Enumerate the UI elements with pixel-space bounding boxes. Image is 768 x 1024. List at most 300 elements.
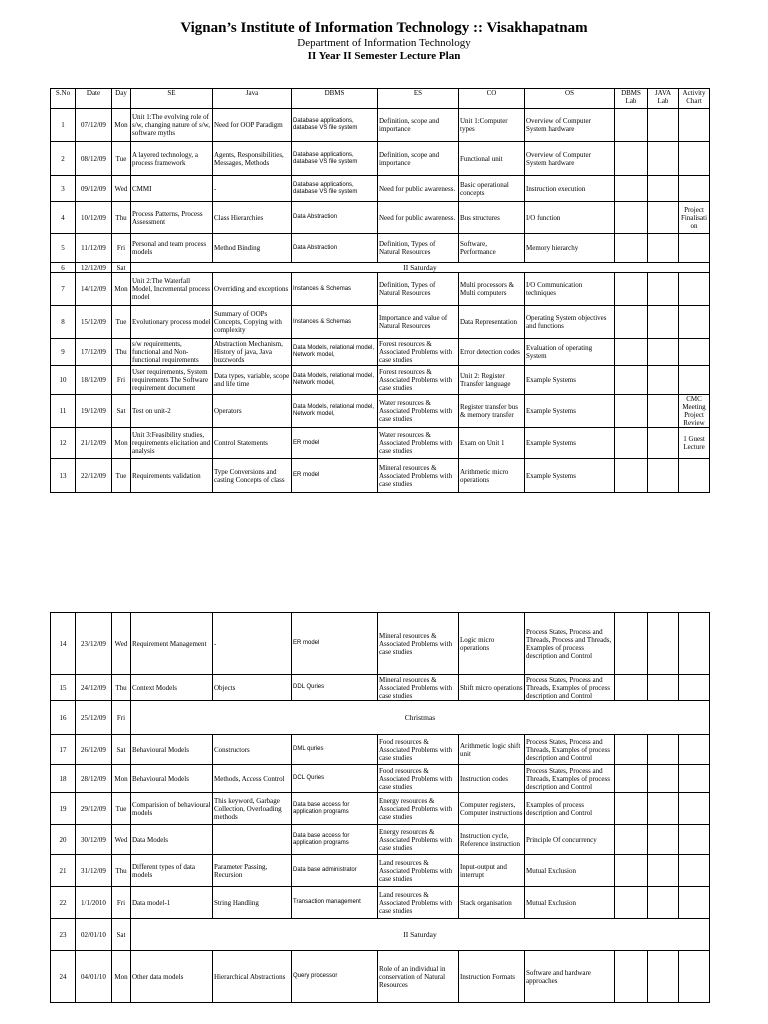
dbms-cell: Query processor bbox=[292, 951, 378, 1003]
dbms-lab-cell bbox=[615, 951, 648, 1003]
se-cell: s/w requirements, functional and Non-functional requirements bbox=[131, 339, 213, 366]
se-cell: Test on unit-2 bbox=[131, 395, 213, 428]
table-row bbox=[51, 306, 710, 339]
row-date: 18/12/09 bbox=[76, 366, 112, 395]
co-cell: Basic operational concepts bbox=[459, 176, 525, 202]
row-date: 28/12/09 bbox=[76, 765, 112, 793]
activity-cell bbox=[679, 855, 710, 887]
row-day: Thu bbox=[112, 855, 131, 887]
row-sno: 11 bbox=[51, 395, 76, 428]
se-cell: Data model-1 bbox=[131, 887, 213, 919]
es-cell: Definition, scope and importance bbox=[378, 142, 459, 176]
table-row bbox=[51, 176, 710, 202]
row-date: 12/12/09 bbox=[76, 263, 112, 273]
dbms-lab-cell bbox=[615, 825, 648, 855]
java-cell: Methods, Access Control bbox=[213, 765, 292, 793]
holiday-label: Christmas bbox=[131, 701, 710, 735]
se-cell: Unit 3:Feasibility studies, requirements elicitation and analysis bbox=[131, 428, 213, 459]
se-cell: Evolutionary process model bbox=[131, 306, 213, 339]
se-cell: Other data models bbox=[131, 951, 213, 1003]
col-header-co: CO bbox=[459, 89, 525, 109]
dbms-cell: Data base access for application programs bbox=[292, 793, 378, 825]
java-cell: Data types, variable, scope and life time bbox=[213, 366, 292, 395]
row-day: Wed bbox=[112, 176, 131, 202]
lecture-plan-table-2 bbox=[50, 612, 710, 1003]
java-cell: Agents, Responsibilities, Messages, Methods bbox=[213, 142, 292, 176]
row-date: 30/12/09 bbox=[76, 825, 112, 855]
es-cell: Need for public awareness. bbox=[378, 176, 459, 202]
lecture-plan-table-1 bbox=[50, 88, 710, 493]
java-lab-cell bbox=[648, 142, 679, 176]
col-header-dbms: DBMS bbox=[292, 89, 378, 109]
es-cell: Land resources & Associated Problems with case studies bbox=[378, 855, 459, 887]
os-cell: Examples of process description and Control bbox=[525, 793, 615, 825]
es-cell: Definition, Types of Natural Resources bbox=[378, 234, 459, 263]
activity-cell bbox=[679, 765, 710, 793]
institute-title: Vignan’s Institute of Information Technology :: Visakhapatnam bbox=[180, 20, 588, 36]
table-row bbox=[51, 793, 710, 825]
holiday-row bbox=[51, 263, 710, 273]
col-header-date: Date bbox=[76, 89, 112, 109]
os-cell: Evaluation of operating System bbox=[525, 339, 615, 366]
dbms-cell: Data base access for application programs bbox=[292, 825, 378, 855]
dbms-cell: Data base administrator bbox=[292, 855, 378, 887]
row-sno: 15 bbox=[51, 675, 76, 701]
java-lab-cell bbox=[648, 366, 679, 395]
dbms-cell: Database applications, database VS file system bbox=[292, 176, 378, 202]
os-cell: Example Systems bbox=[525, 459, 615, 493]
department-name: Department of Information Technology bbox=[297, 37, 471, 49]
table-row bbox=[51, 855, 710, 887]
es-cell: Forest resources & Associated Problems with case studies bbox=[378, 339, 459, 366]
dbms-cell: DCL Quries bbox=[292, 765, 378, 793]
co-cell: Bus structures bbox=[459, 202, 525, 234]
java-cell: String Handling bbox=[213, 887, 292, 919]
java-cell: - bbox=[213, 613, 292, 675]
es-cell: Mineral resources & Associated Problems with case studies bbox=[378, 675, 459, 701]
row-day: Mon bbox=[112, 109, 131, 142]
activity-cell bbox=[679, 675, 710, 701]
se-cell: Personal and team process models bbox=[131, 234, 213, 263]
os-cell: Software and hardware approaches bbox=[525, 951, 615, 1003]
java-cell: Method Binding bbox=[213, 234, 292, 263]
col-header-activity-chart: Activity Chart bbox=[679, 89, 710, 109]
os-cell: Instruction execution bbox=[525, 176, 615, 202]
activity-cell bbox=[679, 176, 710, 202]
row-sno: 10 bbox=[51, 366, 76, 395]
es-cell: Role of an individual in conservation of Natural Resources bbox=[378, 951, 459, 1003]
co-cell: Instruction Formats bbox=[459, 951, 525, 1003]
dbms-cell: Instances & Schemas bbox=[292, 273, 378, 306]
java-lab-cell bbox=[648, 234, 679, 263]
row-date: 09/12/09 bbox=[76, 176, 112, 202]
se-cell: CMMI bbox=[131, 176, 213, 202]
row-sno: 5 bbox=[51, 234, 76, 263]
row-sno: 22 bbox=[51, 887, 76, 919]
os-cell: Example Systems bbox=[525, 366, 615, 395]
java-lab-cell bbox=[648, 109, 679, 142]
activity-cell bbox=[679, 273, 710, 306]
co-cell: Unit 2: Register Transfer language bbox=[459, 366, 525, 395]
row-date: 19/12/09 bbox=[76, 395, 112, 428]
se-cell: User requirements, System requirements The Software requirement document bbox=[131, 366, 213, 395]
se-cell: Process Patterns, Process Assessment bbox=[131, 202, 213, 234]
holiday-label: II Saturday bbox=[131, 919, 710, 951]
co-cell: Exam on Unit 1 bbox=[459, 428, 525, 459]
dbms-lab-cell bbox=[615, 765, 648, 793]
java-cell: Abstraction Mechanism, History of java, Java buzzwords bbox=[213, 339, 292, 366]
row-day: Mon bbox=[112, 951, 131, 1003]
row-date: 08/12/09 bbox=[76, 142, 112, 176]
row-sno: 16 bbox=[51, 701, 76, 735]
java-lab-cell bbox=[648, 735, 679, 765]
row-date: 24/12/09 bbox=[76, 675, 112, 701]
table-row bbox=[51, 951, 710, 1003]
co-cell: Instruction codes bbox=[459, 765, 525, 793]
holiday-row bbox=[51, 919, 710, 951]
row-date: 22/12/09 bbox=[76, 459, 112, 493]
activity-cell bbox=[679, 234, 710, 263]
java-lab-cell bbox=[648, 273, 679, 306]
table-row bbox=[51, 675, 710, 701]
table-row bbox=[51, 887, 710, 919]
col-header-se: SE bbox=[131, 89, 213, 109]
row-sno: 1 bbox=[51, 109, 76, 142]
table-row bbox=[51, 366, 710, 395]
java-cell: Class Hierarchies bbox=[213, 202, 292, 234]
row-sno: 19 bbox=[51, 793, 76, 825]
java-lab-cell bbox=[648, 951, 679, 1003]
os-cell: Process States, Process and Threads, Examples of process description and Control bbox=[525, 765, 615, 793]
dbms-lab-cell bbox=[615, 339, 648, 366]
row-date: 15/12/09 bbox=[76, 306, 112, 339]
java-cell: - bbox=[213, 176, 292, 202]
dbms-lab-cell bbox=[615, 793, 648, 825]
table-row bbox=[51, 202, 710, 234]
activity-cell bbox=[679, 306, 710, 339]
row-day: Tue bbox=[112, 142, 131, 176]
os-cell: Example Systems bbox=[525, 395, 615, 428]
dbms-lab-cell bbox=[615, 109, 648, 142]
se-cell: Behavioural Models bbox=[131, 765, 213, 793]
java-lab-cell bbox=[648, 825, 679, 855]
java-lab-cell bbox=[648, 306, 679, 339]
row-date: 14/12/09 bbox=[76, 273, 112, 306]
es-cell: Importance and value of Natural Resources bbox=[378, 306, 459, 339]
co-cell: Unit 1:Computer types bbox=[459, 109, 525, 142]
co-cell: Shift micro operations bbox=[459, 675, 525, 701]
dbms-lab-cell bbox=[615, 176, 648, 202]
row-day: Thu bbox=[112, 339, 131, 366]
table-row bbox=[51, 273, 710, 306]
es-cell: Food resources & Associated Problems with case studies bbox=[378, 765, 459, 793]
co-cell: Multi processors & Multi computers bbox=[459, 273, 525, 306]
java-cell: Control Statements bbox=[213, 428, 292, 459]
table-row bbox=[51, 735, 710, 765]
activity-cell bbox=[679, 109, 710, 142]
java-lab-cell bbox=[648, 613, 679, 675]
activity-cell bbox=[679, 613, 710, 675]
co-cell: Arithmetic logic shift unit bbox=[459, 735, 525, 765]
es-cell: Mineral resources & Associated Problems with case studies bbox=[378, 459, 459, 493]
java-lab-cell bbox=[648, 793, 679, 825]
os-cell: Overview of Computer System hardware bbox=[525, 142, 615, 176]
java-lab-cell bbox=[648, 428, 679, 459]
se-cell: Comparision of behavioural models bbox=[131, 793, 213, 825]
dbms-lab-cell bbox=[615, 887, 648, 919]
row-sno: 7 bbox=[51, 273, 76, 306]
row-day: Fri bbox=[112, 234, 131, 263]
dbms-cell: DDL Quries bbox=[292, 675, 378, 701]
dbms-lab-cell bbox=[615, 613, 648, 675]
row-date: 25/12/09 bbox=[76, 701, 112, 735]
es-cell: Energy resources & Associated Problems with case studies bbox=[378, 793, 459, 825]
java-cell: Hierarchical Abstractions bbox=[213, 951, 292, 1003]
se-cell: Unit 1:The evolving role of s/w, changing nature of s/w, software myths bbox=[131, 109, 213, 142]
col-header-os: OS bbox=[525, 89, 615, 109]
row-day: Mon bbox=[112, 765, 131, 793]
activity-cell: 1 Guest Lecture bbox=[679, 428, 710, 459]
col-header-java: Java bbox=[213, 89, 292, 109]
row-day: Tue bbox=[112, 793, 131, 825]
row-date: 31/12/09 bbox=[76, 855, 112, 887]
row-sno: 18 bbox=[51, 765, 76, 793]
java-lab-cell bbox=[648, 339, 679, 366]
row-date: 21/12/09 bbox=[76, 428, 112, 459]
java-cell: This keyword, Garbage Collection, Overloading methods bbox=[213, 793, 292, 825]
java-lab-cell bbox=[648, 855, 679, 887]
col-header-es: ES bbox=[378, 89, 459, 109]
row-day: Thu bbox=[112, 202, 131, 234]
dbms-lab-cell bbox=[615, 675, 648, 701]
row-date: 29/12/09 bbox=[76, 793, 112, 825]
dbms-cell: Data Models, relational model, Network model, bbox=[292, 366, 378, 395]
row-sno: 24 bbox=[51, 951, 76, 1003]
java-cell bbox=[213, 825, 292, 855]
table-row bbox=[51, 765, 710, 793]
dbms-lab-cell bbox=[615, 366, 648, 395]
dbms-cell: ER model bbox=[292, 459, 378, 493]
row-sno: 4 bbox=[51, 202, 76, 234]
dbms-cell: Instances & Schemas bbox=[292, 306, 378, 339]
col-header-java-lab: JAVA Lab bbox=[648, 89, 679, 109]
co-cell: Instruction cycle, Reference instruction bbox=[459, 825, 525, 855]
col-header-day: Day bbox=[112, 89, 131, 109]
row-day: Sat bbox=[112, 735, 131, 765]
co-cell: Input-output and interrupt bbox=[459, 855, 525, 887]
row-day: Wed bbox=[112, 825, 131, 855]
dbms-lab-cell bbox=[615, 395, 648, 428]
dbms-lab-cell bbox=[615, 459, 648, 493]
os-cell: I/O Communication techniques bbox=[525, 273, 615, 306]
row-date: 04/01/10 bbox=[76, 951, 112, 1003]
activity-cell: Project Finalisation bbox=[679, 202, 710, 234]
se-cell: Requirements validation bbox=[131, 459, 213, 493]
dbms-lab-cell bbox=[615, 234, 648, 263]
java-lab-cell bbox=[648, 887, 679, 919]
dbms-lab-cell bbox=[615, 306, 648, 339]
dbms-cell: ER model bbox=[292, 613, 378, 675]
row-sno: 13 bbox=[51, 459, 76, 493]
co-cell: Software, Performance bbox=[459, 234, 525, 263]
row-day: Sat bbox=[112, 919, 131, 951]
col-header-sno: S.No bbox=[51, 89, 76, 109]
row-sno: 9 bbox=[51, 339, 76, 366]
table-row bbox=[51, 459, 710, 493]
row-sno: 23 bbox=[51, 919, 76, 951]
holiday-label: II Saturday bbox=[131, 263, 710, 273]
row-day: Fri bbox=[112, 887, 131, 919]
java-cell: Summary of OOPs Concepts, Copying with complexity bbox=[213, 306, 292, 339]
activity-cell bbox=[679, 825, 710, 855]
activity-cell bbox=[679, 951, 710, 1003]
dbms-lab-cell bbox=[615, 142, 648, 176]
se-cell: Unit 2:The Waterfall Model, Incremental process model bbox=[131, 273, 213, 306]
java-lab-cell bbox=[648, 202, 679, 234]
dbms-lab-cell bbox=[615, 735, 648, 765]
os-cell: I/O function bbox=[525, 202, 615, 234]
co-cell: Functional unit bbox=[459, 142, 525, 176]
table-row bbox=[51, 613, 710, 675]
java-cell: Type Conversions and casting Concepts of class bbox=[213, 459, 292, 493]
row-sno: 8 bbox=[51, 306, 76, 339]
os-cell: Process States, Process and Threads, Examples of process description and Control bbox=[525, 675, 615, 701]
row-sno: 12 bbox=[51, 428, 76, 459]
row-day: Thu bbox=[112, 675, 131, 701]
activity-cell bbox=[679, 142, 710, 176]
es-cell: Forest resources & Associated Problems with case studies bbox=[378, 366, 459, 395]
row-day: Fri bbox=[112, 701, 131, 735]
activity-cell: CMC Meeting Project Review bbox=[679, 395, 710, 428]
table-row bbox=[51, 234, 710, 263]
dbms-cell: Data Models, relational model, Network model, bbox=[292, 339, 378, 366]
co-cell: Register transfer bus & memory transfer bbox=[459, 395, 525, 428]
table-row bbox=[51, 339, 710, 366]
os-cell: Example Systems bbox=[525, 428, 615, 459]
java-cell: Parameter Passing, Recursion bbox=[213, 855, 292, 887]
java-cell: Operators bbox=[213, 395, 292, 428]
activity-cell bbox=[679, 735, 710, 765]
os-cell: Process States, Process and Threads, Examples of process description and Control bbox=[525, 735, 615, 765]
java-lab-cell bbox=[648, 459, 679, 493]
row-date: 1/1/2010 bbox=[76, 887, 112, 919]
es-cell: Need for public awareness. bbox=[378, 202, 459, 234]
row-date: 26/12/09 bbox=[76, 735, 112, 765]
row-date: 07/12/09 bbox=[76, 109, 112, 142]
es-cell: Definition, scope and importance bbox=[378, 109, 459, 142]
dbms-cell: Transaction management bbox=[292, 887, 378, 919]
es-cell: Energy resources & Associated Problems with case studies bbox=[378, 825, 459, 855]
row-day: Mon bbox=[112, 273, 131, 306]
table-row bbox=[51, 109, 710, 142]
row-date: 23/12/09 bbox=[76, 613, 112, 675]
row-day: Tue bbox=[112, 459, 131, 493]
os-cell: Mutual Exclusion bbox=[525, 887, 615, 919]
dbms-lab-cell bbox=[615, 428, 648, 459]
dbms-lab-cell bbox=[615, 855, 648, 887]
se-cell: Context Models bbox=[131, 675, 213, 701]
es-cell: Food resources & Associated Problems with case studies bbox=[378, 735, 459, 765]
lecture-plan-title: II Year II Semester Lecture Plan bbox=[307, 50, 461, 62]
row-sno: 21 bbox=[51, 855, 76, 887]
os-cell: Memory hierarchy bbox=[525, 234, 615, 263]
java-cell: Overriding and exceptions bbox=[213, 273, 292, 306]
activity-cell bbox=[679, 459, 710, 493]
os-cell: Operating System objectives and functions bbox=[525, 306, 615, 339]
java-lab-cell bbox=[648, 176, 679, 202]
row-date: 17/12/09 bbox=[76, 339, 112, 366]
dbms-lab-cell bbox=[615, 273, 648, 306]
co-cell: Error detection codes bbox=[459, 339, 525, 366]
java-lab-cell bbox=[648, 675, 679, 701]
row-day: Fri bbox=[112, 366, 131, 395]
os-cell: Mutual Exclusion bbox=[525, 855, 615, 887]
table-row bbox=[51, 142, 710, 176]
se-cell: A layered technology, a process framework bbox=[131, 142, 213, 176]
dbms-cell: Data Abstraction bbox=[292, 202, 378, 234]
row-day: Sat bbox=[112, 263, 131, 273]
os-cell: Principle Of concurrency bbox=[525, 825, 615, 855]
row-day: Mon bbox=[112, 428, 131, 459]
es-cell: Definition, Types of Natural Resources bbox=[378, 273, 459, 306]
row-day: Tue bbox=[112, 306, 131, 339]
se-cell: Behavioural Models bbox=[131, 735, 213, 765]
row-date: 10/12/09 bbox=[76, 202, 112, 234]
se-cell: Different types of data models bbox=[131, 855, 213, 887]
row-sno: 3 bbox=[51, 176, 76, 202]
row-sno: 2 bbox=[51, 142, 76, 176]
row-sno: 6 bbox=[51, 263, 76, 273]
co-cell: Computer registers, Computer instructions bbox=[459, 793, 525, 825]
row-day: Wed bbox=[112, 613, 131, 675]
co-cell: Arithmetic micro operations bbox=[459, 459, 525, 493]
dbms-cell: Data Models, relational model, Network model, bbox=[292, 395, 378, 428]
column-header-row bbox=[51, 89, 710, 109]
es-cell: Land resources & Associated Problems with case studies bbox=[378, 887, 459, 919]
os-cell: Process States, Process and Threads, Process and Threads, Examples of process description and Control bbox=[525, 613, 615, 675]
holiday-row bbox=[51, 701, 710, 735]
lecture-plan-body-1 bbox=[51, 109, 710, 493]
table-row bbox=[51, 428, 710, 459]
se-cell: Data Models bbox=[131, 825, 213, 855]
es-cell: Water resources & Associated Problems with case studies bbox=[378, 395, 459, 428]
java-cell: Constructors bbox=[213, 735, 292, 765]
os-cell: Overview of Computer System hardware bbox=[525, 109, 615, 142]
col-header-dbms-lab: DBMS Lab bbox=[615, 89, 648, 109]
table-row bbox=[51, 395, 710, 428]
es-cell: Mineral resources & Associated Problems with case studies bbox=[378, 613, 459, 675]
activity-cell bbox=[679, 366, 710, 395]
table-row bbox=[51, 825, 710, 855]
dbms-cell: ER model bbox=[292, 428, 378, 459]
se-cell: Requirement Management bbox=[131, 613, 213, 675]
es-cell: Water resources & Associated Problems with case studies bbox=[378, 428, 459, 459]
activity-cell bbox=[679, 339, 710, 366]
dbms-cell: Database applications, database VS file system bbox=[292, 142, 378, 176]
row-sno: 20 bbox=[51, 825, 76, 855]
row-sno: 17 bbox=[51, 735, 76, 765]
activity-cell bbox=[679, 793, 710, 825]
co-cell: Data Representation bbox=[459, 306, 525, 339]
lecture-plan-body-2 bbox=[51, 613, 710, 1003]
java-lab-cell bbox=[648, 765, 679, 793]
row-date: 02/01/10 bbox=[76, 919, 112, 951]
dbms-cell: Database applications, database VS file system bbox=[292, 109, 378, 142]
activity-cell bbox=[679, 887, 710, 919]
dbms-lab-cell bbox=[615, 202, 648, 234]
dbms-cell: DML quries bbox=[292, 735, 378, 765]
row-date: 11/12/09 bbox=[76, 234, 112, 263]
